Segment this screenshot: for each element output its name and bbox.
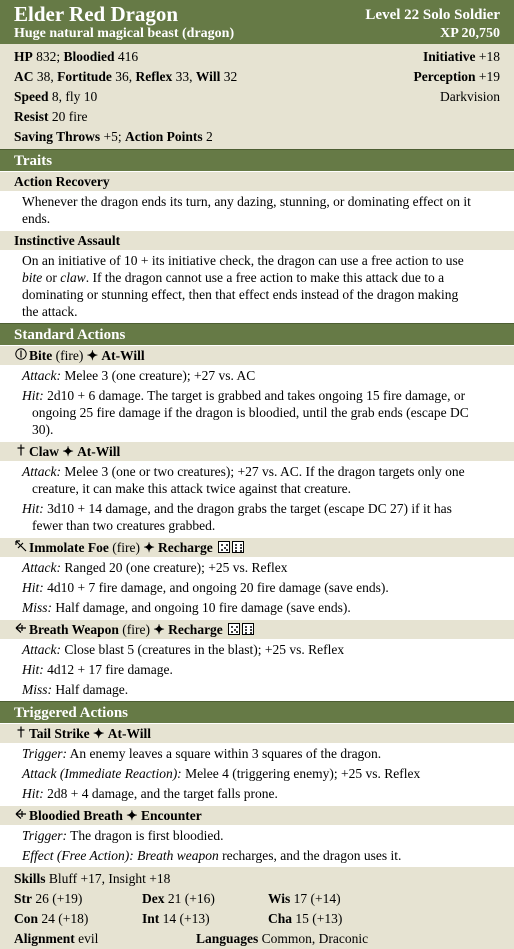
reflex-value: 33, <box>175 69 193 84</box>
fortitude-value: 36, <box>115 69 133 84</box>
wis-score: Wis 17 (+14) <box>268 891 341 906</box>
resist-row <box>14 107 500 127</box>
trait-body-action-recovery: Whenever the dragon ends its turn, any dazing, stunning, or dominating effect on it ends. <box>0 191 514 230</box>
alignment: Alignment evil <box>14 931 99 946</box>
power-title-tail-strike: Tail Strike ✦ At-Will <box>0 723 514 743</box>
alignment-row <box>14 929 500 949</box>
hp-value: 832; <box>36 49 61 64</box>
defenses-row <box>14 67 500 87</box>
trait-body-instinctive-assault: On an initiative of 10 + its initiative check, the dragon can use a free action to use bite or claw. If the dragon cannot use a free action to make this attack due to a dominating or stunning effect, then that effect ends instead of the dragon making the attack. <box>0 250 514 323</box>
speed-label: Speed <box>14 89 49 104</box>
trait-title-instinctive-assault: Instinctive Assault <box>0 230 514 250</box>
hp-label: HP <box>14 49 33 64</box>
stat-block-header <box>0 0 514 44</box>
perception-label: Perception <box>413 69 476 84</box>
ranged-icon <box>14 538 27 558</box>
will-value: 32 <box>223 69 238 84</box>
monster-type: Huge natural magical beast (dragon) <box>14 26 235 41</box>
power-title-bite: Bite (fire) ✦ At-Will <box>0 345 514 365</box>
saving-throws-value: +5; <box>103 129 122 144</box>
monster-name: Elder Red Dragon <box>14 2 179 26</box>
int-score: Int 14 (+13) <box>142 911 210 926</box>
con-score: Con 24 (+18) <box>14 911 89 926</box>
dice-six-icon <box>242 623 254 635</box>
power-body-immolate-foe: Attack: Ranged 20 (one creature); +25 vs. Reflex Hit: 4d10 + 7 fire damage, and ongoing 20 fire damage (save ends). Miss: Half damage, and ongoing 10 fire damage (save ends). <box>0 557 514 619</box>
power-body-claw: Attack: Melee 3 (one or two creatures); +27 vs. AC. If the dragon targets only one creature, it can make this attack twice against that creature. Hit: 3d10 + 14 damage, and the dragon grabs the target (escape DC 27) if it has fewer than two creatures grabbed. <box>0 461 514 537</box>
stats-section <box>0 44 514 149</box>
cha-score: Cha 15 (+13) <box>268 911 343 926</box>
initiative-label: Initiative <box>423 49 476 64</box>
hp-row <box>14 47 500 67</box>
traits-heading: Traits <box>0 149 514 171</box>
will-label: Will <box>195 69 221 84</box>
ability-row-2 <box>14 909 500 929</box>
initiative-value: +18 <box>478 49 500 64</box>
resist-label: Resist <box>14 109 49 124</box>
power-body-tail-strike: Trigger: An enemy leaves a square within 3 squares of the dragon. Attack (Immediate Reaction): Melee 4 (triggering enemy); +25 vs. Reflex Hit: 2d8 + 4 damage, and the target falls prone. <box>0 743 514 805</box>
power-body-bite: Attack: Melee 3 (one creature); +27 vs. AC Hit: 2d10 + 6 damage. The target is grabbed and takes ongoing 15 fire damage, or ongoing 25 fire damage if the dragon is bloodied, until the grab ends (escape DC 30). <box>0 365 514 441</box>
standard-actions-heading: Standard Actions <box>0 323 514 345</box>
fortitude-label: Fortitude <box>57 69 112 84</box>
power-body-bloodied-breath: Trigger: The dragon is first bloodied. Effect (Free Action): Breath weapon recharges, and the dragon uses it. <box>0 825 514 867</box>
monster-xp: XP 20,750 <box>440 26 500 41</box>
abilities-section <box>0 867 514 949</box>
action-points-label: Action Points <box>125 129 203 144</box>
reflex-label: Reflex <box>135 69 173 84</box>
dex-score: Dex 21 (+16) <box>142 891 215 906</box>
saves-row <box>14 127 500 147</box>
speed-row <box>14 87 500 107</box>
resist-value: 20 fire <box>51 109 88 124</box>
perception-value: +19 <box>478 69 500 84</box>
senses: Darkvision <box>440 89 500 104</box>
monster-level: Level 22 Solo Soldier <box>365 7 500 23</box>
close-blast-icon <box>14 806 27 826</box>
languages: Languages Common, Draconic <box>196 931 369 946</box>
bloodied-value: 416 <box>117 49 139 64</box>
close-blast-icon <box>14 620 27 640</box>
power-title-immolate-foe: Immolate Foe (fire) ✦ Recharge <box>0 537 514 557</box>
saving-throws-label: Saving Throws <box>14 129 101 144</box>
ac-value: 38, <box>36 69 54 84</box>
melee-icon <box>14 442 27 462</box>
dice-five-icon <box>218 541 230 553</box>
bloodied-label: Bloodied <box>63 49 115 64</box>
triggered-actions-heading: Triggered Actions <box>0 701 514 723</box>
dice-five-icon <box>228 623 240 635</box>
ability-row-1 <box>14 889 500 909</box>
str-score: Str 26 (+19) <box>14 891 83 906</box>
power-body-breath-weapon: Attack: Close blast 5 (creatures in the blast); +25 vs. Reflex Hit: 4d12 + 17 fire damage. Miss: Half damage. <box>0 639 514 701</box>
power-title-bloodied-breath: Bloodied Breath ✦ Encounter <box>0 805 514 825</box>
trait-title-action-recovery: Action Recovery <box>0 171 514 191</box>
dice-six-icon <box>232 541 244 553</box>
ac-label: AC <box>14 69 34 84</box>
speed-value: 8, fly 10 <box>51 89 98 104</box>
melee-basic-icon <box>14 346 27 366</box>
power-title-breath-weapon: Breath Weapon (fire) ✦ Recharge <box>0 619 514 639</box>
skills-row: Skills Bluff +17, Insight +18 <box>14 871 171 886</box>
action-points-value: 2 <box>206 129 213 144</box>
melee-icon <box>14 724 27 744</box>
power-title-claw: Claw ✦ At-Will <box>0 441 514 461</box>
